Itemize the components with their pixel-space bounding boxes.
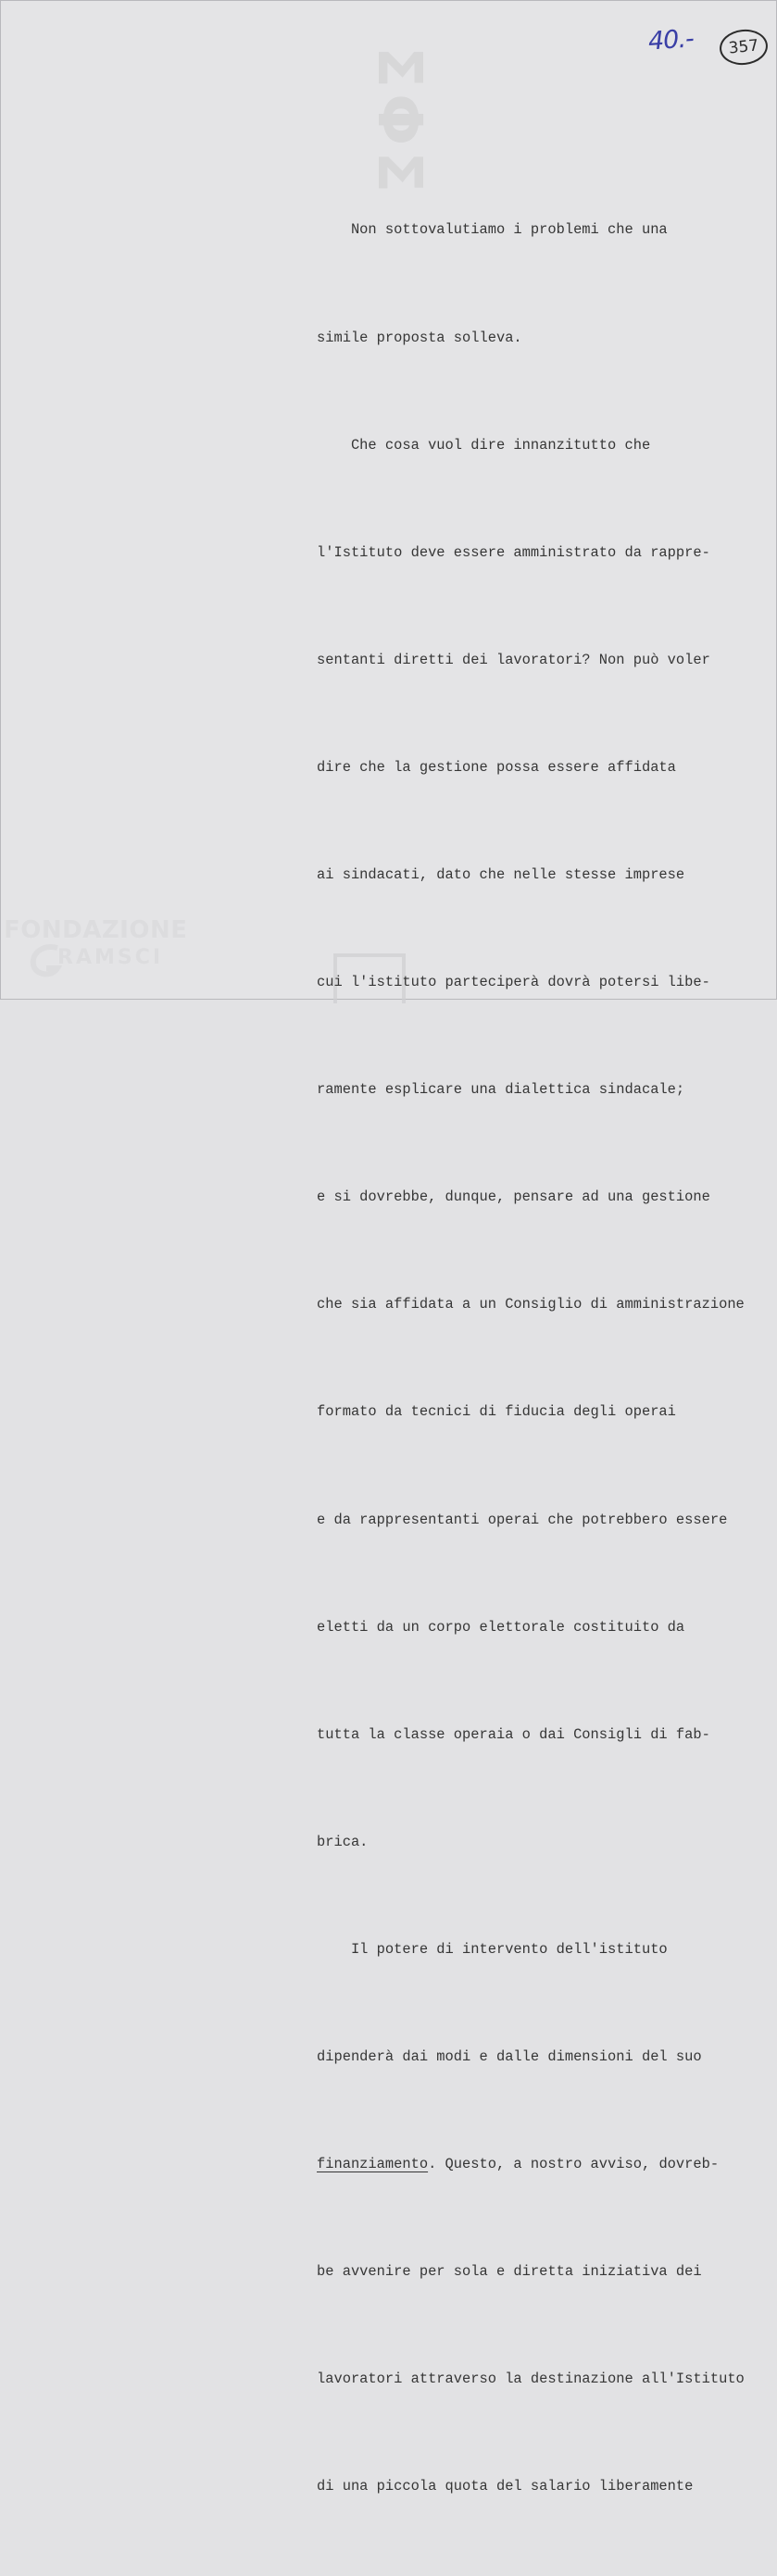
logo-text-line1: FONDAZIONE [4,916,188,944]
text-line: simile proposta solleva. [317,329,522,346]
text-line: be avvenire per sola e diretta iniziativa dei [317,2263,702,2281]
text-line: ai sindacati, dato che nelle stesse imprese [317,865,685,883]
text-line: che sia affidata a un Consiglio di amministrazione [317,1296,745,1313]
handwritten-price: 40.- [646,24,695,56]
text-line: formato da tecnici di fiducia degli operai [317,1403,676,1421]
text-line: e da rappresentanti operai che potrebbero essere [317,1511,728,1528]
text-line: l'Istituto deve essere amministrato da rappre- [317,543,710,561]
text-line: lavoratori attraverso la destinazione all'Istituto [317,2371,745,2388]
typed-text-block [317,141,772,2576]
underlined-word: finanziamento [317,2156,429,2173]
text-line: Che cosa vuol dire innanzitutto che [317,436,651,454]
text-line: Il potere di intervento dell'istituto [317,1940,668,1958]
text-line: tutta la classe operaia o dai Consigli di fab- [317,1725,710,1743]
text-line-rest: . Questo, a nostro avviso, dovreb- [428,2156,720,2173]
text-line: Non sottovalutiamo i problemi che una [317,221,668,239]
text-line: brica. [317,1833,369,1850]
text-line: dire che la gestione possa essere affidata [317,758,676,776]
foundation-logo [4,916,198,990]
archive-watermark: ΣΦΣ [364,46,435,199]
text-line: cui l'istituto parteciperà dovrà potersi libe- [317,974,710,991]
text-line: ramente esplicare una dialettica sindacale; [317,1081,685,1099]
circled-page-number: 357 [718,27,770,67]
text-line-mixed [317,2147,772,2183]
text-line: sentanti diretti dei lavoratori? Non può voler [317,651,710,668]
text-line: dipenderà dai modi e dalle dimensioni del suo [317,2048,702,2065]
text-line: e si dovrebbe, dunque, pensare ad una gestione [317,1188,710,1206]
logo-text-line2: RAMSCI [57,946,164,969]
text-line: di una piccola quota del salario liberamente [317,2478,694,2495]
text-line: eletti da un corpo elettorale costituito da [317,1618,685,1636]
